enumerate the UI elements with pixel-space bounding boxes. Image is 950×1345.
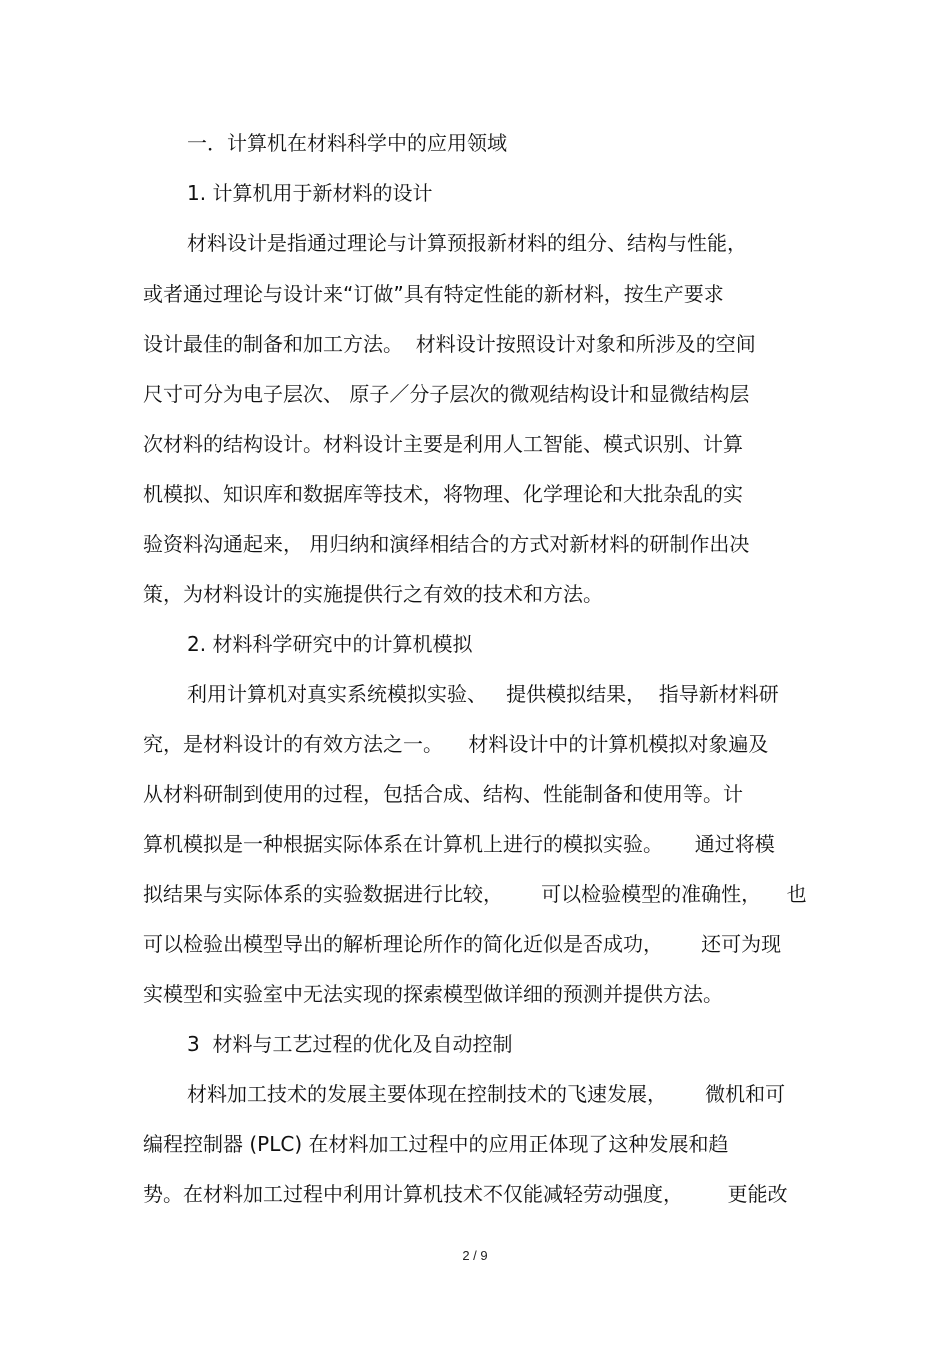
paragraph-line: 材料加工技术的发展主要体现在控制技术的飞速发展， 微机和可 [187, 1082, 786, 1106]
paragraph-line: 机模拟、知识库和数据库等技术，将物理、化学理论和大批杂乱的实 [143, 482, 743, 506]
subsection-title-2: 2. 材料科学研究中的计算机模拟 [187, 632, 473, 656]
section-heading: 一．计算机在材料科学中的应用领域 [187, 131, 507, 155]
paragraph-line: 策，为材料设计的实施提供行之有效的技术和方法。 [143, 582, 603, 606]
paragraph-line: 编程控制器 (PLC) 在材料加工过程中的应用正体现了这种发展和趋 [143, 1132, 729, 1156]
paragraph-line: 设计最佳的制备和加工方法。 材料设计按照设计对象和所涉及的空间 [143, 332, 756, 356]
paragraph-line: 究，是材料设计的有效方法之一。 材料设计中的计算机模拟对象遍及 [143, 732, 769, 756]
paragraph-line: 验资料沟通起来， 用归纳和演绎相结合的方式对新材料的研制作出决 [143, 532, 750, 556]
page-number: 2 / 9 [462, 1248, 488, 1263]
paragraph-line: 或者通过理论与设计来“订做”具有特定性能的新材料，按生产要求 [143, 282, 724, 306]
paragraph-line: 利用计算机对真实系统模拟实验、 提供模拟结果， 指导新材料研 [187, 682, 779, 706]
paragraph-line: 次材料的结构设计。材料设计主要是利用人工智能、模式识别、计算 [143, 432, 743, 456]
subsection-title-1: 1. 计算机用于新材料的设计 [187, 181, 433, 205]
paragraph-line: 拟结果与实际体系的实验数据进行比较， 可以检验模型的准确性， 也 [143, 882, 807, 906]
paragraph-line: 势。在材料加工过程中利用计算机技术不仅能减轻劳动强度， 更能改 [143, 1182, 788, 1206]
paragraph-line: 材料设计是指通过理论与计算预报新材料的组分、结构与性能， [187, 231, 747, 255]
paragraph-line: 尺寸可分为电子层次、 原子／分子层次的微观结构设计和显微结构层 [143, 382, 750, 406]
subsection-title-3: 3 材料与工艺过程的优化及自动控制 [187, 1032, 513, 1056]
paragraph-line: 可以检验出模型导出的解析理论所作的简化近似是否成功， 还可为现 [143, 932, 782, 956]
paragraph-line: 实模型和实验室中无法实现的探索模型做详细的预测并提供方法。 [143, 982, 723, 1006]
paragraph-line: 算机模拟是一种根据实际体系在计算机上进行的模拟实验。 通过将模 [143, 832, 775, 856]
paragraph-line: 从材料研制到使用的过程，包括合成、结构、性能制备和使用等。计 [143, 782, 743, 806]
